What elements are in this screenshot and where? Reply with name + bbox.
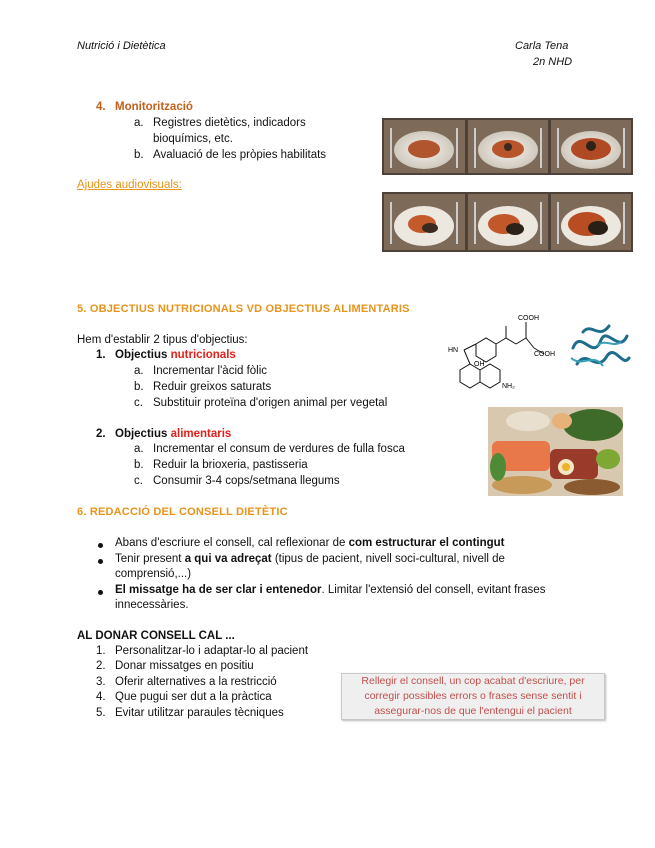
list-item: Reduir greixos saturats — [153, 381, 272, 393]
nh2-label: NH₂ — [502, 383, 515, 390]
bullet-item: Abans d'escriure el consell, cal reflexionar de com estructurar el contingut — [115, 537, 505, 549]
list-item: Oferir alternatives a la restricció — [115, 676, 277, 688]
list-marker: c. — [134, 475, 143, 487]
list-marker: 2. — [96, 660, 106, 672]
list-marker: a. — [134, 443, 144, 455]
list-item: Reduir la brioxeria, pastisseria — [153, 459, 308, 471]
plate-photo-2-3 — [551, 194, 631, 250]
cooh-label: COOH — [518, 315, 539, 322]
list-item: Personalitzar-lo i adaptar-lo al pacient — [115, 645, 309, 657]
group-1-number: 1. — [96, 349, 106, 361]
group-2-number: 2. — [96, 428, 106, 440]
bullet-marker — [98, 590, 103, 595]
list-marker: b. — [134, 381, 144, 393]
audiovisual-aids-link[interactable]: Ajudes audiovisuals: — [77, 179, 182, 191]
list-item: Substituir proteïna d'origen animal per vegetal — [153, 397, 388, 409]
plate-photo-strip-2 — [382, 192, 633, 252]
list-item: Registres dietètics, indicadors — [153, 117, 306, 129]
note-line: corregir possibles errors o frases sense sentit i — [364, 690, 582, 702]
donar-consell-heading: AL DONAR CONSELL CAL ... — [77, 630, 235, 642]
cooh-label: COOH — [534, 351, 555, 358]
plate-photo-1-1 — [384, 120, 465, 173]
list-marker: b. — [134, 149, 144, 161]
list-marker: 3. — [96, 676, 106, 688]
list-marker: a. — [134, 117, 144, 129]
group-1-title: Objectius nutricionals — [115, 349, 236, 361]
section-5-heading: 5. OBJECTIUS NUTRICIONALS VD OBJECTIUS ALIMENTARIS — [77, 303, 410, 315]
list-item: Consumir 3-4 cops/setmana llegums — [153, 475, 340, 487]
header-left: Nutrició i Dietètica — [77, 40, 166, 52]
plate-photo-2-2 — [468, 194, 548, 250]
list-item: Que pugui ser dut a la pràctica — [115, 691, 272, 703]
list-item-continuation: bioquímics, etc. — [153, 133, 233, 145]
monitor-number: 4. — [96, 101, 106, 113]
list-marker: 4. — [96, 691, 106, 703]
list-marker: 1. — [96, 645, 106, 657]
protein-structure-image — [567, 318, 633, 376]
list-item: Evitar utilitzar paraules tècniques — [115, 707, 284, 719]
list-marker: 5. — [96, 707, 106, 719]
list-item: Incrementar l'àcid fòlic — [153, 365, 268, 377]
plate-photo-1-3 — [551, 120, 631, 173]
reread-note-box — [341, 673, 605, 720]
list-item: Incrementar el consum de verdures de fulla fosca — [153, 443, 405, 455]
folic-acid-structure-image — [446, 308, 558, 394]
bullet-item-continuation: innecessàries. — [115, 599, 189, 611]
list-marker: c. — [134, 397, 143, 409]
list-marker: b. — [134, 459, 144, 471]
plate-photo-strip-1 — [382, 118, 633, 175]
list-item: Donar missatges en positiu — [115, 660, 254, 672]
note-line: Rellegir el consell, un cop acabat d'escriure, per — [361, 675, 585, 687]
oh-label: OH — [474, 361, 485, 368]
bullet-marker — [98, 543, 103, 548]
note-line: assegurar-nos de que l'entengui el pacient — [374, 705, 572, 717]
objectius-intro: Hem d'establir 2 tipus d'objectius: — [77, 334, 248, 346]
monitor-title: Monitorització — [115, 101, 193, 113]
bullet-item-continuation: comprensió,...) — [115, 568, 192, 580]
plate-photo-1-2 — [468, 120, 548, 173]
bullet-item: Tenir present a qui va adreçat (tipus de pacient, nivell soci-cultural, nivell de — [115, 553, 505, 565]
bullet-item: El missatge ha de ser clar i entenedor. Limitar l'extensió del consell, evitant frases — [115, 584, 546, 596]
plate-photo-2-1 — [384, 194, 465, 250]
group-2-title: Objectius alimentaris — [115, 428, 232, 440]
bullet-marker — [98, 559, 103, 564]
list-marker: a. — [134, 365, 144, 377]
header-author: Carla Tena — [515, 40, 569, 52]
food-photo — [488, 407, 623, 496]
section-6-heading: 6. REDACCIÓ DEL CONSELL DIETÈTIC — [77, 506, 288, 518]
header-course: 2n NHD — [533, 56, 573, 68]
hn-label: HN — [448, 347, 459, 354]
list-item: Avaluació de les pròpies habilitats — [153, 149, 327, 161]
